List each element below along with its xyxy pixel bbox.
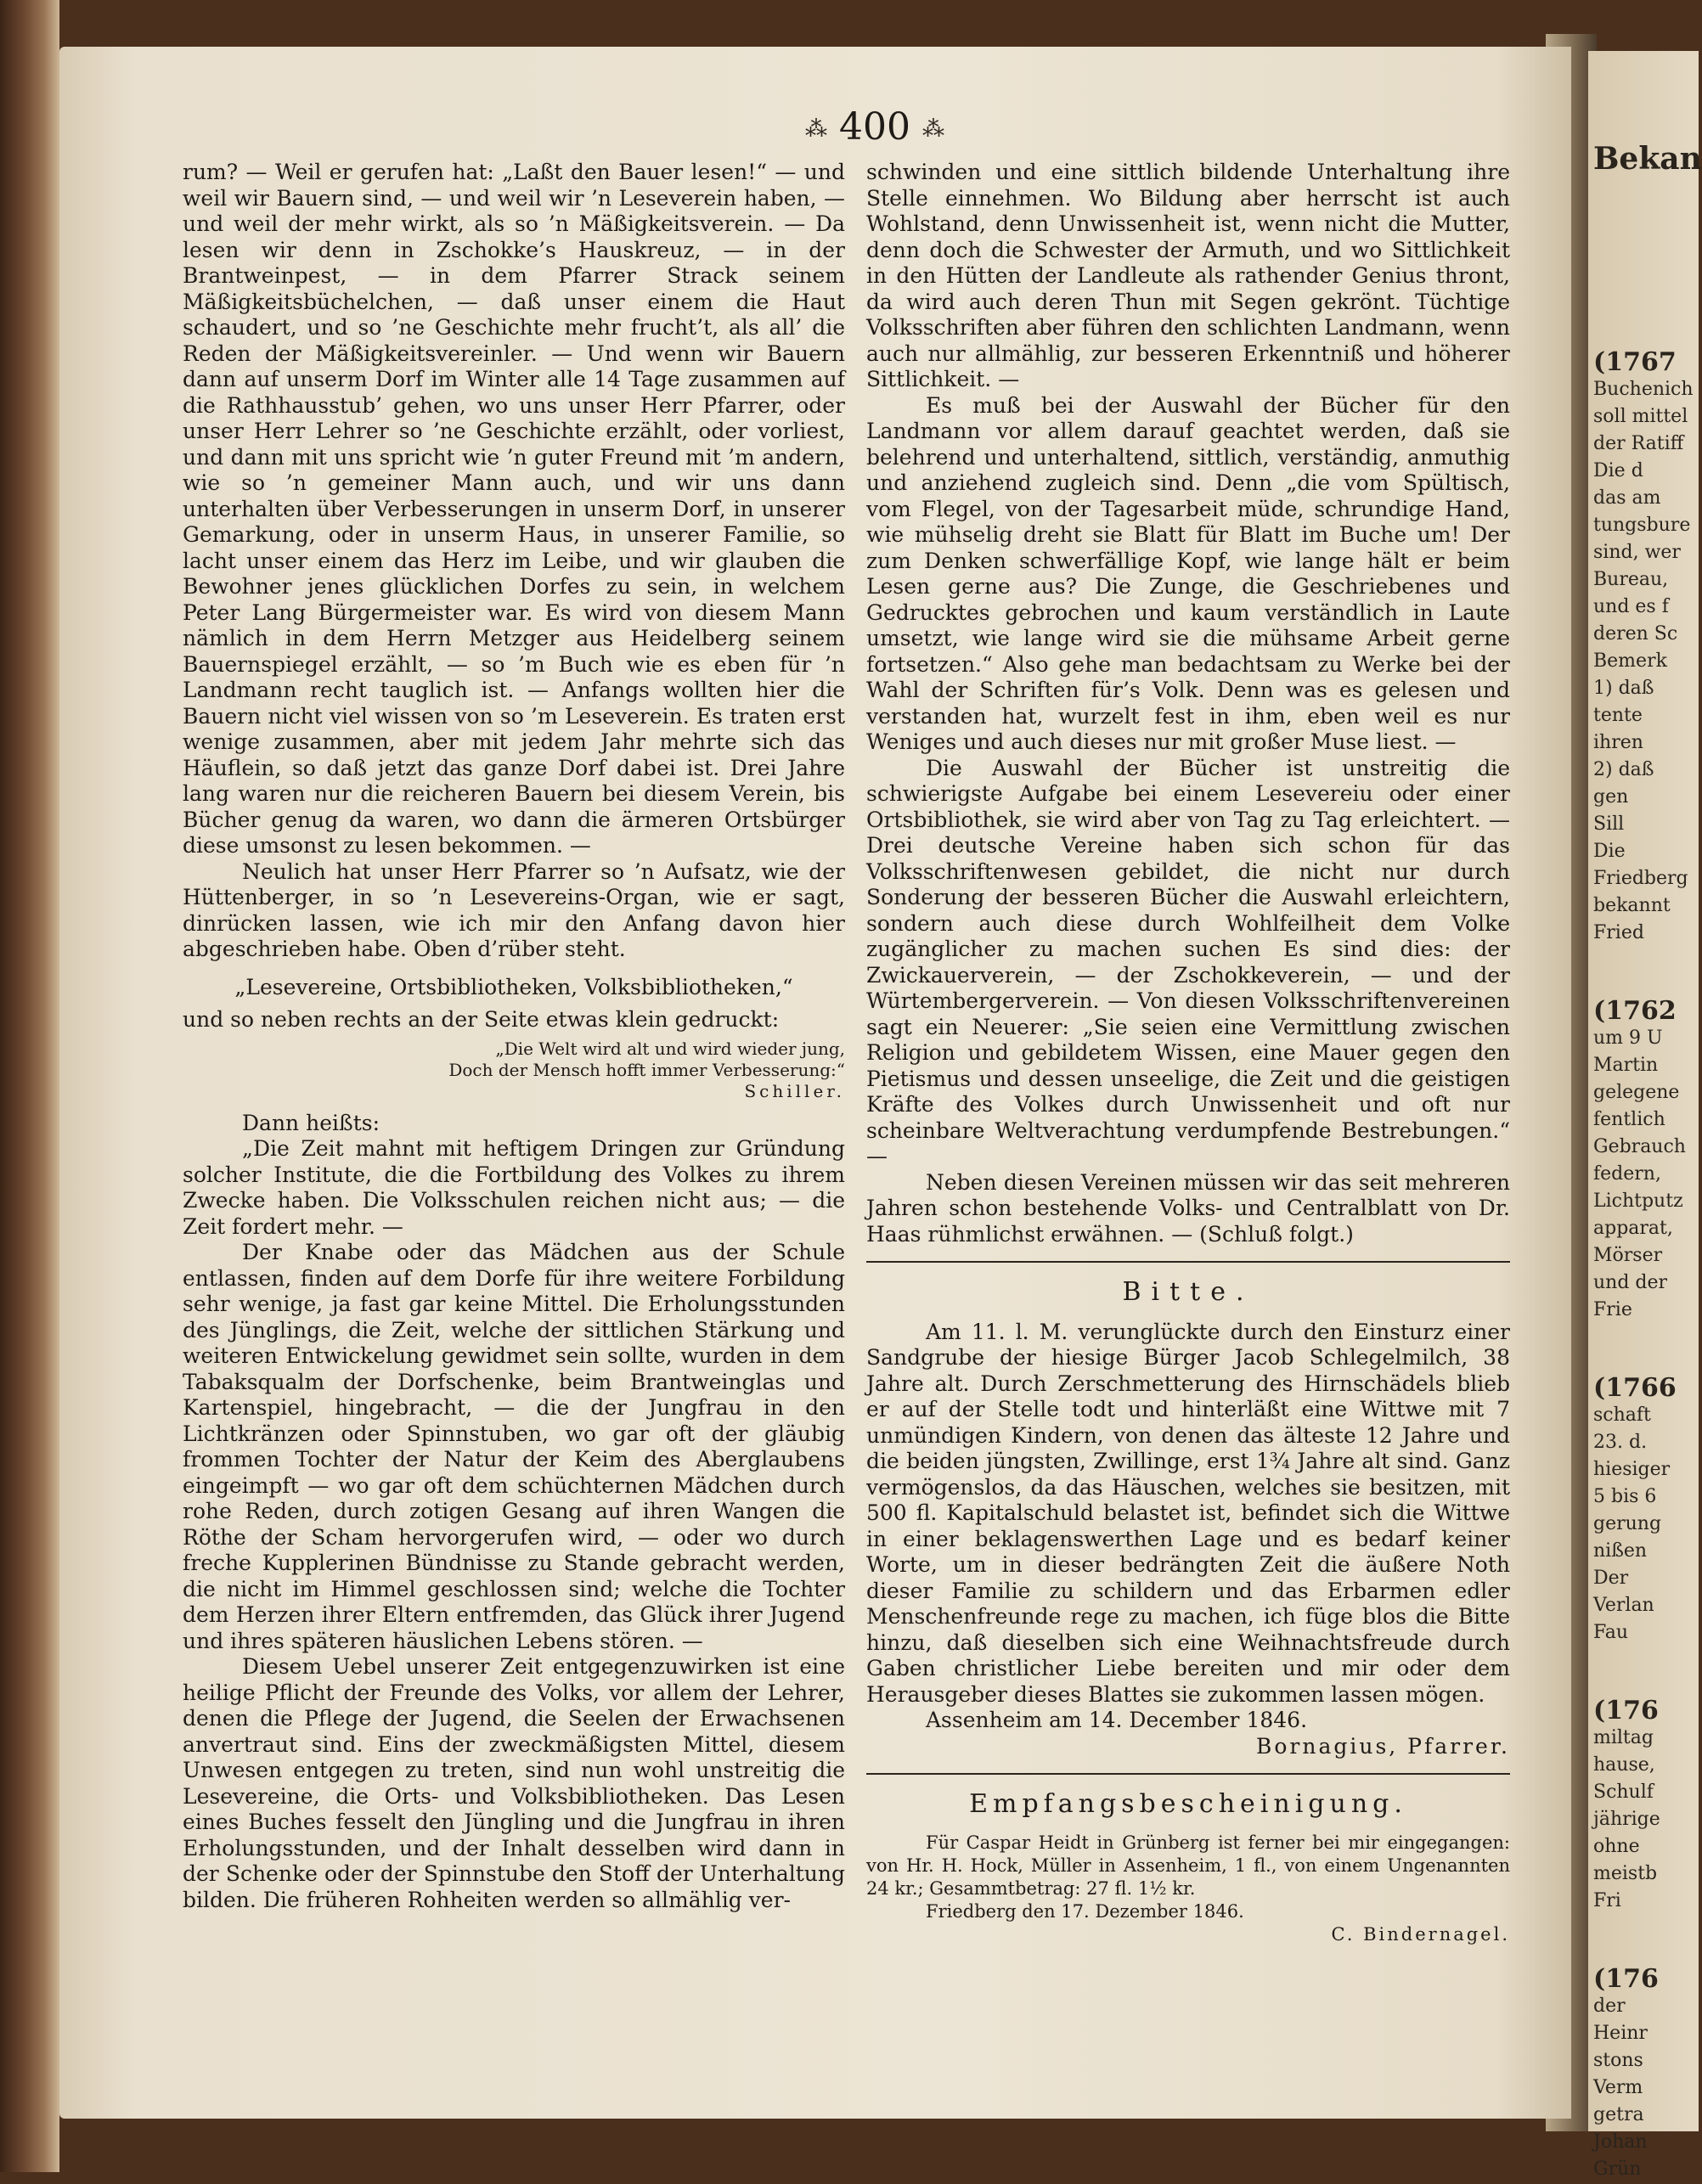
bitte-signature: Bornagius, Pfarrer. — [1255, 1733, 1510, 1759]
next-page-line: apparat, — [1593, 1218, 1673, 1239]
next-page-line: der — [1593, 1995, 1626, 2017]
next-page-line: Die — [1593, 841, 1626, 862]
next-page-line: Bureau, — [1593, 569, 1669, 590]
quote-intro: und so neben rechts an der Seite etwas klein gedruckt: — [183, 1007, 780, 1032]
next-page-line: Fried — [1593, 922, 1644, 943]
next-page-line: fentlich — [1593, 1109, 1665, 1130]
next-page-line: Schulf — [1593, 1782, 1654, 1803]
next-page-line: Sill — [1593, 813, 1625, 835]
next-page-line: hause, — [1593, 1754, 1655, 1776]
next-page-line: und es f — [1593, 596, 1669, 617]
next-page-line: und der — [1593, 1272, 1668, 1293]
next-page-line: Heinr — [1593, 2023, 1648, 2044]
next-page-line: tente — [1593, 705, 1643, 726]
next-page-line: schaft — [1593, 1404, 1651, 1426]
next-page-line: (1762 — [1593, 996, 1677, 1026]
quote-title: „Lesevereine, Ortsbibliotheken, Volksbibliotheken,“ — [234, 974, 793, 999]
page-header — [747, 102, 1002, 153]
next-page-line: Bemerk — [1593, 650, 1667, 672]
next-page-line: 2) daß — [1593, 759, 1654, 780]
next-page-line: um 9 U — [1593, 1027, 1663, 1049]
next-page-line: federn, — [1593, 1163, 1661, 1185]
next-page-line: das am — [1593, 487, 1661, 509]
next-page-heading: Bekan — [1593, 141, 1702, 177]
next-page-line: nißen — [1593, 1540, 1648, 1562]
next-page-line: Martin — [1593, 1055, 1659, 1076]
next-page-line: Mörser — [1593, 1245, 1663, 1266]
empfang-text: Für Caspar Heidt in Grünberg ist ferner bei mir eingegangen: von Hr. H. Hock, Müller in Assenheim, 1 fl., von einem Ungenannten 24 kr.; Gesammtbetrag: 27 fl. 1½ kr. — [866, 1832, 1510, 1899]
right-paragraph-1: schwinden und eine sittlich bildende Unterhaltung ihre Stelle einnehmen. Wo Bildung aber herrscht ist auch Wohlstand, denn Unwissenheit ist, wenn nicht die Mutter, denn doch die Schwester der Armuth, und wo Sittlichkeit in den Hütten der Landleute als rathender Genius thront, da wird auch deren Thun mit Segen gekrönt. Tüchtige Volksschriften aber führen den schlichten Landmann, wenn auch nur allmählig, zur besseren Erkenntniß und höherer Sittlichkeit. — — [866, 160, 1510, 391]
next-page-line: bekannt — [1593, 895, 1671, 916]
bitte-place: Assenheim am 14. December 1846. — [926, 1708, 1308, 1732]
left-paragraph-2: Neulich hat unser Herr Pfarrer so ’n Aufsatz, wie der Hüttenberger, in so ’n Lesevereins-Organ, wie er sagt, dinrücken lassen, wie ich mir den Anfang davon hier abgeschrieben habe. Oben d’rüber steht. — [183, 858, 845, 961]
next-page-line: Fri — [1593, 1890, 1621, 1911]
left-paragraph-4: Der Knabe oder das Mädchen aus der Schule entlassen, finden auf dem Dorfe für ihre weitere Forbildung sehr wenige, ja fast gar keine Mittel. Die Erholungsstunden des Jünglings, die Zeit, welche der sittlichen Stärkung und weiteren Entwickelung gewidmet sein sollte, wurden in dem Tabaksqualm der Dorfschenke, beim Brantweinglas und Kartenspiel, hingebracht, — die der Jungfrau in den Lichtkränzen oder Spinnstuben, wo gar oft der gläubig frommen Tochter der Natur der Keim des Aberglaubens eingeimpft — wo gar oft dem schüchternen Mädchen durch rohe Reden, durch zotigen Gesang auf ihren Wangen die Röthe der Scham hervorgerufen wird, — oder wo durch freche Kupplerinen Bündnisse zu Stande gebracht werden, die nicht im Himmel geschlossen sind; welche die Tochter dem Herzen ihrer Eltern entfremden, das Glück ihrer Jugend und ihres späteren häuslichen Lebens stören. — — [183, 1240, 845, 1653]
next-page-line: Fau — [1593, 1622, 1629, 1643]
page-number: 400 — [839, 105, 910, 149]
next-page-line: 5 bis 6 — [1593, 1486, 1657, 1507]
next-page-line: Friedberg — [1593, 868, 1688, 889]
dann-heading: Dann heißts: — [242, 1110, 380, 1135]
next-page-line: gen — [1593, 786, 1629, 808]
next-page-line: meistb — [1593, 1863, 1658, 1884]
next-page-line: Buchenich — [1593, 379, 1694, 400]
next-page-line: Die d — [1593, 460, 1643, 481]
next-page-line: Frie — [1593, 1299, 1632, 1320]
empfang-signature: C. Bindernagel. — [1331, 1923, 1510, 1945]
empfang-title: Empfangsbescheinigung. — [969, 1789, 1407, 1819]
book-edge-left — [0, 0, 59, 2172]
next-page-line: (1766 — [1593, 1373, 1677, 1403]
next-page-line: miltag — [1593, 1727, 1654, 1748]
right-column — [866, 160, 1510, 1946]
next-page-line: ohne — [1593, 1836, 1640, 1857]
next-page-line: jährige — [1593, 1809, 1660, 1830]
motto-line-1: „Die Welt wird alt und wird wieder jung, — [495, 1038, 845, 1059]
bitte-title: Bitte. — [1122, 1277, 1254, 1307]
next-page-line: sind, wer — [1593, 542, 1681, 563]
motto — [183, 1039, 845, 1102]
next-page-line: (176 — [1593, 1964, 1659, 1994]
divider-1 — [866, 1261, 1510, 1263]
ornament-left-icon: ⁂ — [805, 116, 827, 143]
next-page-line: tungsbure — [1593, 515, 1691, 536]
next-page-line: Verlan — [1593, 1595, 1654, 1616]
next-page-line: (1767 — [1593, 347, 1677, 377]
next-page-line: Verm — [1593, 2077, 1643, 2098]
next-page-line: hiesiger — [1593, 1459, 1671, 1480]
next-page-line: Grün — [1593, 2159, 1642, 2180]
left-paragraph-3: „Die Zeit mahnt mit heftigem Dringen zur Gründung solcher Institute, die die Fortbildung des Volkes zu ihrem Zwecke haben. Die Volksschulen reichen nicht aus; — die Zeit fordert mehr. — — [183, 1136, 845, 1239]
ornament-right-icon: ⁂ — [921, 116, 944, 143]
next-page-line: gerung — [1593, 1513, 1662, 1534]
next-page-line: 1) daß — [1593, 678, 1654, 699]
next-page-line: deren Sc — [1593, 623, 1678, 645]
next-page-line: gelegene — [1593, 1082, 1680, 1103]
right-paragraph-4: Neben diesen Vereinen müssen wir das seit mehreren Jahren schon bestehende Volks- und Centralblatt von Dr. Haas rühmlichst erwähnen. — (Schluß folgt.) — [866, 1169, 1510, 1247]
next-page-line: soll mittel — [1593, 406, 1688, 427]
next-page-line: 23. d. — [1593, 1432, 1648, 1453]
left-paragraph-1: rum? — Weil er gerufen hat: „Laßt den Bauer lesen!“ — und weil wir Bauern sind, — und weil wir ’n Leseverein haben, — und weil der mehr wirkt, als so ’n Mäßigkeitsverein. — Da lesen wir denn in Zschokke’s Hauskreuz, — in der Brantweinpest, — in dem Pfarrer Strack seinem Mäßigkeitsbüchelchen, — daß unser einem die Haut schaudert, und so ’ne Geschichte mehr frucht’t, als all’ die Reden der Mäßigkeitsvereinler. — Und wenn wir Bauern dann auf unserm Dorf im Winter alle 14 Tage zusammen auf die Rathhausstub’ gehen, wo uns unser Herr Pfarrer, oder unser Herr Lehrer so ’ne Geschichte erzählt, oder vorliest, und dann mit uns spricht wie ’n guter Freund mit ’m andern, wie so ’n gemeiner Mann auch, und wir uns dann unterhalten über Verbesserungen in unserm Dorf, in unserer Gemarkung, oder in unserm Haus, in unserer Familie, so lacht unser einem das Herz im Leibe, und wir glauben die Bewohner jenes glücklichen Dorfes zu sein, in welchem Peter Lang Bürgermeister war. Es wird von diesem Mann nämlich in dem Herrn Metzger aus Heidelberg seinem Bauernspiegel erzählt, — so ’m Buch wie es eben für ’n Landmann recht tauglich ist. — Anfangs wollten hier die Bauern nicht viel wissen von so ’m Leseverein. Es traten erst wenige zusammen, aber mit jedem Jahr mehrte sich das Häuflein, so daß jetzt das ganze Dorf dabei ist. Drei Jahre lang waren nur die reicheren Bauern bei diesem Verein, bis Bücher genug da waren, wo dann die ärmeren Ortsbürger diese umsonst zu lesen bekommen. — — [183, 160, 845, 858]
left-paragraph-5: Diesem Uebel unserer Zeit entgegenzuwirken ist eine heilige Pflicht der Freunde des Volks, vor allem der Lehrer, denen die Pflege der Jugend, die Seelen der Erwachsenen anvertraut sind. Eins der zweckmäßigsten Mittel, diesem Unwesen entgegen zu treten, sind nun wohl unstreitig die Lesevereine, die Orts- und Volksbibliotheken. Das Lesen eines Buches fesselt den Jüngling und die Jungfrau in ihren Erholungsstunden, und der Inhalt desselben wird dann in der Schenke oder der Spinnstube den Stoff der Unterhaltung bilden. Die früheren Rohheiten werden so allmählig ver- — [183, 1654, 845, 1912]
bitte-text: Am 11. l. M. verunglückte durch den Einsturz einer Sandgrube der hiesige Bürger Jacob Schlegelmilch, 38 Jahre alt. Durch Zerschmetterung des Hirnschädels blieb er auf der Stelle todt und hinterläßt eine Wittwe mit 7 unmündigen Kindern, von denen das älteste 12 Jahre und die beiden jüngsten, Zwillinge, erst 1¾ Jahre alt sind. Ganz vermögenslos, da das Häuschen, welches sie besitzen, mit 500 fl. Kapitalschuld belastet ist, befindet sich die Wittwe in einer beklagenswerthen Lage und es bedarf keiner Worte, um in dieser bedrängten Zeit die äußere Noth dieser Familie zu schildern und das Erbarmen edler Menschenfreunde rege zu machen, ich füge blos die Bitte hinzu, daß dieselben sich eine Weihnachtsfreude durch Gaben christlicher Liebe bereiten und mir oder dem Herausgeber dieses Blattes sie zukommen lassen mögen. — [866, 1319, 1510, 1707]
left-column — [183, 160, 845, 1913]
empfang-date: Friedberg den 17. Dezember 1846. — [926, 1900, 1244, 1922]
divider-2 — [866, 1773, 1510, 1775]
motto-line-2: Doch der Mensch hofft immer Verbesserung:“ — [448, 1059, 845, 1080]
next-page-line: Gebrauch — [1593, 1136, 1686, 1157]
next-page-line: Johan — [1593, 2131, 1648, 2153]
next-page-line: Der — [1593, 1568, 1629, 1589]
next-page-line: getra — [1593, 2104, 1644, 2125]
next-page-line: (176 — [1593, 1696, 1659, 1725]
right-paragraph-2: Es muß bei der Auswahl der Bücher für den Landmann vor allem darauf geachtet werden, daß sie belehrend und unterhaltend, sittlich, verständig, anmuthig und anziehend zugleich sind. Denn „die vom Spültisch, vom Flegel, von der Tagesarbeit müde, schrundige Hand, wie mühselig dreht sie Blatt für Blatt im Buche um! Der zum Denken schwerfällige Kopf, wie lange hält er beim Lesen gerne aus? Die Zunge, die Geschriebenes und Gedrucktes gebrochen und kaum verständlich in Laute umsetzt, wie lange wird sie die mühsame Arbeit gerne fortsetzen.“ Also gehe man bedachtsam zu Werke bei der Wahl der Schriften für’s Volk. Denn was es gelesen und verstanden hat, wurzelt fest in ihm, eben weil es nur Weniges und auch dieses nur mit großer Muse liest. — — [866, 392, 1510, 754]
motto-author: Schiller. — [744, 1080, 845, 1101]
right-paragraph-3: Die Auswahl der Bücher ist unstreitig die schwierigste Aufgabe bei einem Lesevereiu oder einer Ortsbibliothek, sie wird aber von Tag zu Tag erleichtert. — Drei deutsche Vereine haben sich schon für das Volksschriftenwesen gebildet, die nicht nur durch Sonderung der besseren Bücher die Auswahl erleichtern, sondern auch diese durch Wohlfeilheit dem Volke zugänglicher zu machen suchen Es sind dies: der Zwickauerverein, — der Zschokkeverein, — und der Würtembergerverein. — Von diesen Volksschriftenvereinen sagt ein Neuerer: „Sie seien eine Vermittlung zwischen Religion und gebildetem Wissen, eine Mauer gegen den Pietismus und dessen unseelige, die Zeit und die geistigen Kräfte des Volkes durch Unwissenheit und oft nur scheinbare Weltverachtung verdumpfende Bestrebungen.“ — — [866, 755, 1510, 1168]
next-page-line: stons — [1593, 2050, 1643, 2071]
next-page-line: Lichtputz — [1593, 1191, 1683, 1212]
next-page-line: der Ratiff — [1593, 433, 1684, 454]
next-page-line: ihren — [1593, 732, 1643, 753]
next-page-edge — [1588, 51, 1702, 2180]
